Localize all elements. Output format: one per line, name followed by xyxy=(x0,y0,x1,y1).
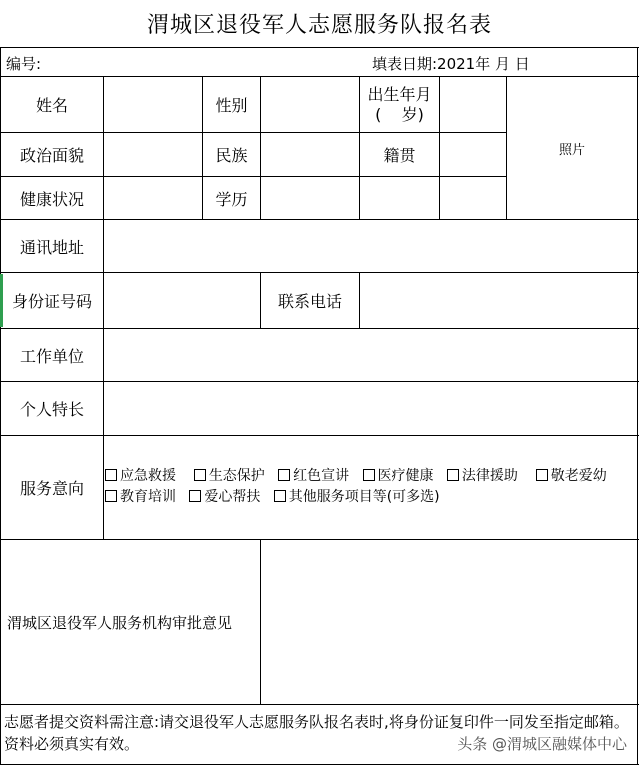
checkbox-icon[interactable] xyxy=(105,469,117,481)
rule xyxy=(359,272,360,328)
label-birth-line1: 出生年月 xyxy=(367,84,432,104)
option-charity[interactable]: 爱心帮扶 xyxy=(189,489,269,505)
rule xyxy=(103,76,104,539)
checkbox-icon[interactable] xyxy=(447,469,459,481)
label-name: 姓名 xyxy=(35,96,68,115)
label-specialty: 个人特长 xyxy=(19,400,84,419)
label-native: 籍贯 xyxy=(383,146,416,165)
checkbox-icon[interactable] xyxy=(278,469,290,481)
checkbox-icon[interactable] xyxy=(105,490,117,502)
option-medical[interactable]: 医疗健康 xyxy=(363,468,443,484)
label-id-number: 身份证号码 xyxy=(11,292,92,311)
option-legal-aid[interactable]: 法律援助 xyxy=(447,468,531,484)
option-ecology[interactable]: 生态保护 xyxy=(194,468,274,484)
checkbox-icon[interactable] xyxy=(189,490,201,502)
option-emergency-rescue[interactable]: 应急救援 xyxy=(105,468,189,484)
label-approval: 渭城区退役军人服务机构审批意见 xyxy=(7,613,233,632)
checkbox-icon[interactable] xyxy=(194,469,206,481)
rule xyxy=(260,539,261,704)
service-options xyxy=(105,466,632,508)
label-service: 服务意向 xyxy=(19,479,84,498)
number-label: 编号: xyxy=(6,54,42,73)
checkbox-icon[interactable] xyxy=(274,490,286,502)
label-gender: 性别 xyxy=(215,96,248,115)
label-ethnicity: 民族 xyxy=(215,146,248,165)
label-political: 政治面貌 xyxy=(19,146,84,165)
submission-note: 志愿者提交资料需注意:请交退役军人志愿服务队报名表时,将身份证复印件一同发至指定邮箱。资料必须真实有效。 xyxy=(4,713,629,753)
rule xyxy=(439,76,440,219)
label-birth-age: ( 岁) xyxy=(375,104,424,124)
date-label: 填表日期:2021年 月 日 xyxy=(372,54,530,73)
label-birth xyxy=(360,77,439,132)
option-red-lecture[interactable]: 红色宣讲 xyxy=(278,468,358,484)
rule xyxy=(0,47,639,48)
rule xyxy=(637,47,638,765)
option-other[interactable]: 其他服务项目等(可多选) xyxy=(274,489,440,505)
checkbox-icon[interactable] xyxy=(363,469,375,481)
form-title: 渭城区退役军人志愿服务队报名表 xyxy=(146,12,492,38)
label-address: 通讯地址 xyxy=(19,237,84,257)
label-phone: 联系电话 xyxy=(277,292,342,311)
option-education[interactable]: 教育培训 xyxy=(105,489,185,505)
checkbox-icon[interactable] xyxy=(536,469,548,481)
rule xyxy=(0,704,639,705)
label-work-unit: 工作单位 xyxy=(19,346,84,366)
watermark: 头条 @渭城区融媒体中心 xyxy=(457,735,627,753)
option-elderly-care[interactable]: 敬老爱幼 xyxy=(536,468,616,484)
rule xyxy=(260,76,261,219)
label-education: 学历 xyxy=(215,189,248,209)
label-health: 健康状况 xyxy=(19,189,84,209)
photo-cell: 照片 xyxy=(558,142,585,158)
